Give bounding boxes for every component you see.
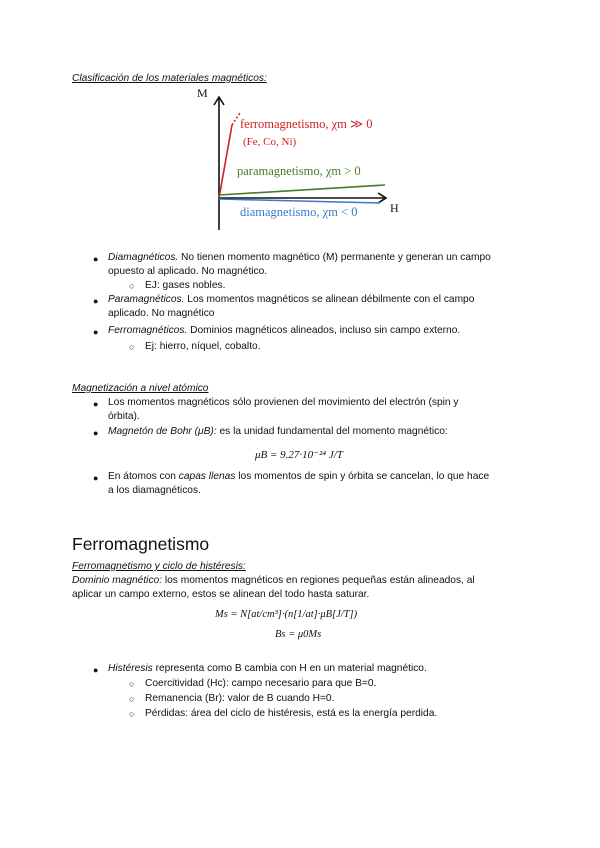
y-axis-label: M	[197, 86, 208, 100]
bullet-icon: ●	[93, 254, 99, 264]
para-line	[219, 185, 385, 195]
section-subtitle-hysteresis: Ferromagnetismo y ciclo de histéresis:	[72, 561, 246, 572]
bullet-icon: ●	[93, 296, 99, 306]
saturation-field-equation: Bs = μ0Ms	[275, 629, 322, 640]
list-item-electron-origin: Los momentos magnéticos sólo provienen del movimiento del electrón (spin y	[108, 397, 459, 408]
x-axis-label: H	[390, 201, 399, 215]
list-item-filled-shells-cont: a los diamagnéticos.	[108, 485, 201, 496]
list-item-electron-origin-cont: órbita).	[108, 411, 140, 422]
circle-bullet-icon: ○	[129, 342, 135, 352]
ferro-curve-solid	[219, 125, 232, 198]
list-item-paramagnetic-cont: aplicado. No magnético	[108, 308, 215, 319]
ferro-label: ferromagnetismo, χm ≫ 0	[240, 117, 373, 131]
bullet-icon: ●	[93, 473, 99, 483]
dia-label: diamagnetismo, χm < 0	[240, 205, 358, 219]
dia-line	[219, 199, 380, 203]
sub-item-losses: Pérdidas: área del ciclo de histéresis, está es la energía perdida.	[145, 708, 438, 719]
heading-ferromagnetismo: Ferromagnetismo	[72, 534, 210, 554]
circle-bullet-icon: ○	[129, 709, 135, 719]
list-item-diamagnetic: Diamagnéticos. No tienen momento magnético (M) permanente y generan un campo	[108, 252, 491, 263]
list-item-hysteresis: Histéresis representa como B cambia con H en un material magnético.	[108, 663, 427, 674]
section-title-classification: Clasificación de los materiales magnéticos:	[72, 73, 267, 84]
circle-bullet-icon: ○	[129, 281, 135, 291]
list-item-bohr-magneton: Magnetón de Bohr (μB): es la unidad fundamental del momento magnético:	[108, 426, 448, 437]
circle-bullet-icon: ○	[129, 694, 135, 704]
bullet-icon: ●	[93, 327, 99, 337]
list-item-ferromagnetic: Ferromagnéticos. Dominios magnéticos alineados, incluso sin campo externo.	[108, 325, 461, 336]
bohr-magneton-equation: μB = 9.27·10⁻²⁴ J/T	[255, 449, 343, 461]
sub-item-coercivity: Coercitividad (Hc): campo necesario para que B=0.	[145, 678, 377, 689]
list-item-filled-shells: En átomos con capas llenas los momentos de spin y órbita se cancelan, lo que hace	[108, 471, 490, 482]
magnetic-domain-paragraph: Dominio magnético: los momentos magnéticos en regiones pequeñas están alineados, al	[72, 575, 475, 586]
sub-item-diamagnetic-example: EJ: gases nobles.	[145, 280, 226, 291]
sub-item-remanence: Remanencia (Br): valor de B cuando H=0.	[145, 693, 335, 704]
para-label: paramagnetismo, χm > 0	[237, 164, 361, 178]
section-title-atomic: Magnetización a nivel atómico	[72, 383, 209, 394]
circle-bullet-icon: ○	[129, 679, 135, 689]
bullet-icon: ●	[93, 399, 99, 409]
saturation-magnetization-equation: Ms = N[at/cm³]·(n[1/at]·μB[J/T])	[215, 609, 358, 620]
list-item-diamagnetic-cont: opuesto al aplicado. No magnético.	[108, 266, 268, 277]
list-item-paramagnetic: Paramagnéticos. Los momentos magnéticos se alinean débilmente con el campo	[108, 294, 475, 305]
sub-item-ferromagnetic-example: Ej: hierro, níquel, cobalto.	[145, 341, 261, 352]
ferro-examples: (Fe, Co, Ni)	[243, 136, 297, 148]
bullet-icon: ●	[93, 428, 99, 438]
magnetic-domain-paragraph-cont: aplicar un campo externo, estos se alinean del todo hasta saturar.	[72, 589, 370, 600]
ferro-curve-dotted	[232, 113, 240, 125]
bullet-icon: ●	[93, 665, 99, 675]
